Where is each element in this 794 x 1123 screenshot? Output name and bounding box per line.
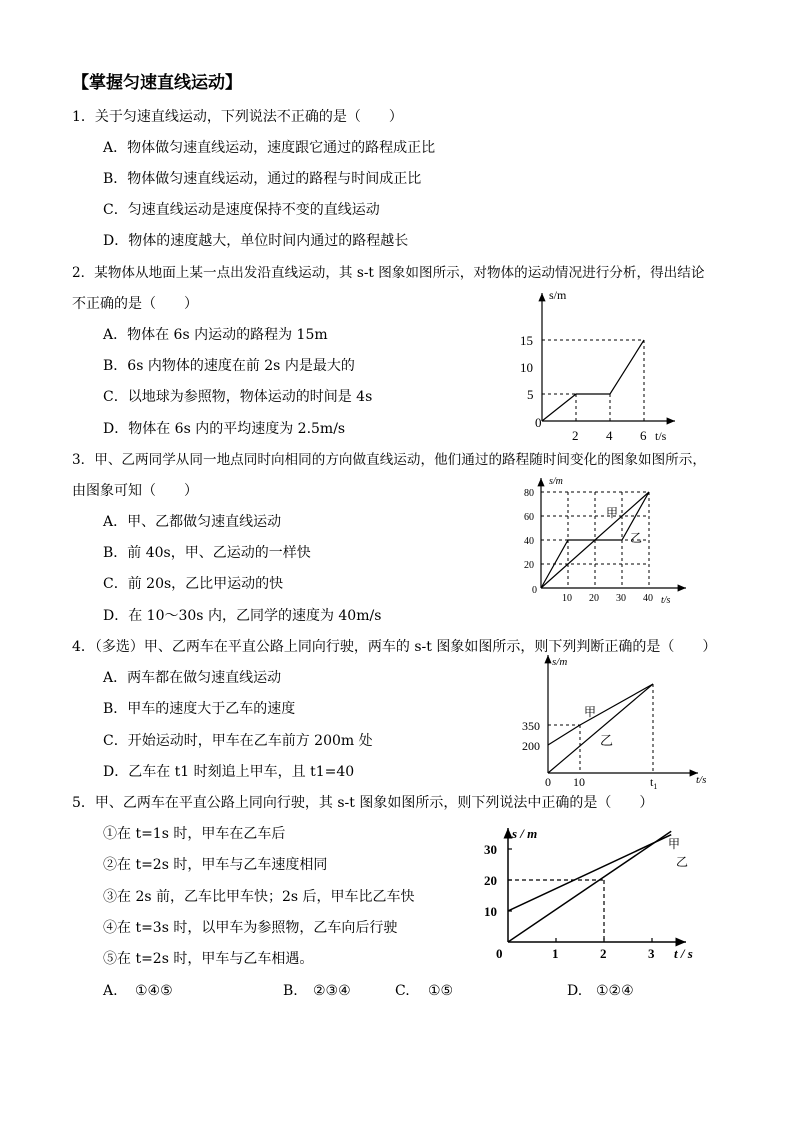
q4-option-a: A．两车都在做匀速直线运动 [103, 670, 282, 686]
q3-tick-y-80: 80 [524, 488, 534, 499]
q5-y-axis-label: s / m [512, 826, 538, 841]
q5-statement-4: ④在 t=3s 时，以甲车为参照物，乙车向后行驶 [103, 920, 398, 936]
q4-series-yi [548, 684, 653, 773]
q2-origin-label: 0 [535, 415, 542, 430]
q4-option-d: D．乙车在 t1 时刻追上甲车，且 t1=40 [103, 764, 355, 780]
q5-tick-x-3: 3 [648, 946, 655, 961]
q3-stem-line1: 3．甲、乙两同学从同一地点同时向相同的方向做直线运动，他们通过的路程随时间变化的图象如图所示， [72, 452, 706, 468]
q4-origin-label: 0 [545, 775, 551, 789]
q5-label-yi: 乙 [676, 855, 689, 869]
q3-option-c: C．前 20s，乙比甲运动的快 [103, 576, 284, 592]
q2-series-line [542, 340, 644, 421]
q5-choice-d-letter: D. [567, 983, 583, 999]
q4-option-c: C．开始运动时，甲车在乙车前方 200m 处 [103, 733, 373, 749]
q3-tick-y-60: 60 [524, 512, 534, 523]
q2-tick-y-10: 10 [520, 360, 533, 375]
q4-tick-x-t1: $t_1$ [650, 775, 658, 791]
q5-tick-y-10: 10 [484, 904, 497, 919]
q4-tick-x-10: 10 [573, 775, 585, 789]
q5-tick-y-20: 20 [484, 873, 497, 888]
q5-choice-a-value: ①④⑤ [135, 983, 173, 999]
q5-statement-5: ⑤在 t=2s 时，甲车与乙车相遇。 [103, 951, 314, 967]
q2-y-axis-label: s/m [549, 288, 567, 302]
q5-tick-x-1: 1 [552, 946, 559, 961]
q3-chart [518, 472, 693, 612]
q5-series-yi [508, 835, 671, 911]
q5-choice-d-value: ①②④ [596, 983, 634, 999]
q1-option-c: C．匀速直线运动是速度保持不变的直线运动 [103, 202, 380, 218]
q2-tick-y-5: 5 [527, 387, 534, 402]
q5-choice-b-letter: B. [283, 983, 298, 999]
q4-stem: 4．（多选）甲、乙两车在平直公路上同向行驶，两车的 s-t 图象如图所示，则下列判断正确的是（ ） [72, 639, 717, 655]
q1-stem: 1．关于匀速直线运动，下列说法不正确的是（ ） [72, 109, 403, 125]
q2-tick-x-2: 2 [572, 428, 579, 443]
q3-y-axis-label: s/m [549, 476, 563, 487]
q1-option-a: A．物体做匀速直线运动，速度跟它通过的路程成正比 [103, 140, 436, 156]
q3-tick-y-20: 20 [524, 560, 534, 571]
q3-option-a: A．甲、乙都做匀速直线运动 [103, 514, 282, 530]
q3-option-b: B．前 40s，甲、乙运动的一样快 [103, 545, 311, 561]
q3-stem-line2: 由图象可知（ ） [72, 483, 198, 499]
q2-stem-line1: 2．某物体从地面上某一点出发沿直线运动，其 s-t 图象如图所示，对物体的运动情况进行分析，得出结论 [72, 265, 705, 281]
q5-x-axis-label: t / s [674, 946, 693, 961]
q5-statement-3: ③在 2s 前，乙车比甲车快；2s 后，甲车比乙车快 [103, 889, 415, 905]
q2-chart [520, 285, 705, 445]
q3-tick-x-10: 10 [562, 593, 572, 604]
q5-statement-1: ①在 t=1s 时，甲车在乙车后 [103, 826, 286, 842]
q2-tick-x-4: 4 [606, 428, 613, 443]
q2-tick-y-15: 15 [520, 333, 533, 348]
q3-origin-label: 0 [532, 585, 537, 596]
q5-choice-a-letter: A. [103, 983, 118, 999]
q5-choice-c-value: ①⑤ [428, 983, 454, 999]
q5-statement-2: ②在 t=2s 时，甲车与乙车速度相同 [103, 857, 328, 873]
q4-option-b: B．甲车的速度大于乙车的速度 [103, 701, 296, 717]
q5-origin-label: 0 [496, 946, 503, 961]
q4-tick-y-350: 350 [522, 719, 540, 733]
q5-stem: 5．甲、乙两车在平直公路上同向行驶，其 s-t 图象如图所示，则下列说法中正确的是（ ） [72, 795, 654, 811]
q2-tick-x-6: 6 [640, 428, 647, 443]
q4-label-yi: 乙 [600, 733, 614, 748]
q1-option-b: B．物体做匀速直线运动，通过的路程与时间成正比 [103, 171, 422, 187]
q3-option-d: D．在 10～30s 内，乙同学的速度为 40m/s [103, 608, 382, 624]
q4-tick-y-200: 200 [522, 739, 540, 753]
q2-option-d: D．物体在 6s 内的平均速度为 2.5m/s [103, 421, 346, 437]
q2-option-a: A．物体在 6s 内运动的路程为 15m [103, 327, 328, 343]
q1-option-d: D．物体的速度越大，单位时间内通过的路程越长 [103, 233, 409, 249]
q3-tick-x-40: 40 [643, 593, 653, 604]
q3-label-yi: 乙 [630, 531, 643, 545]
q2-x-axis-label: t/s [655, 429, 667, 443]
q4-chart [518, 650, 718, 795]
q2-option-c: C．以地球为参照物，物体运动的时间是 4s [103, 389, 373, 405]
q2-stem-line2: 不正确的是（ ） [72, 296, 198, 312]
q3-x-axis-label: t/s [661, 595, 671, 606]
q5-chart [478, 822, 708, 972]
q5-tick-x-2: 2 [600, 946, 607, 961]
q5-tick-y-30: 30 [484, 842, 497, 857]
q5-choice-b-value: ②③④ [313, 983, 351, 999]
q3-tick-x-20: 20 [589, 593, 599, 604]
q2-option-b: B．6s 内物体的速度在前 2s 内是最大的 [103, 358, 355, 374]
q3-tick-y-40: 40 [524, 536, 534, 547]
q5-label-jia: 甲 [668, 837, 681, 851]
q4-y-axis-label: s/m [552, 656, 568, 668]
q4-label-jia: 甲 [584, 705, 597, 719]
q3-label-jia: 甲 [606, 506, 619, 520]
q3-tick-x-30: 30 [616, 593, 626, 604]
q5-choice-c-letter: C. [395, 983, 410, 999]
section-title: 【掌握匀速直线运动】 [72, 73, 242, 93]
q5-series-jia [508, 831, 671, 942]
q4-x-axis-label: t/s [696, 774, 707, 786]
